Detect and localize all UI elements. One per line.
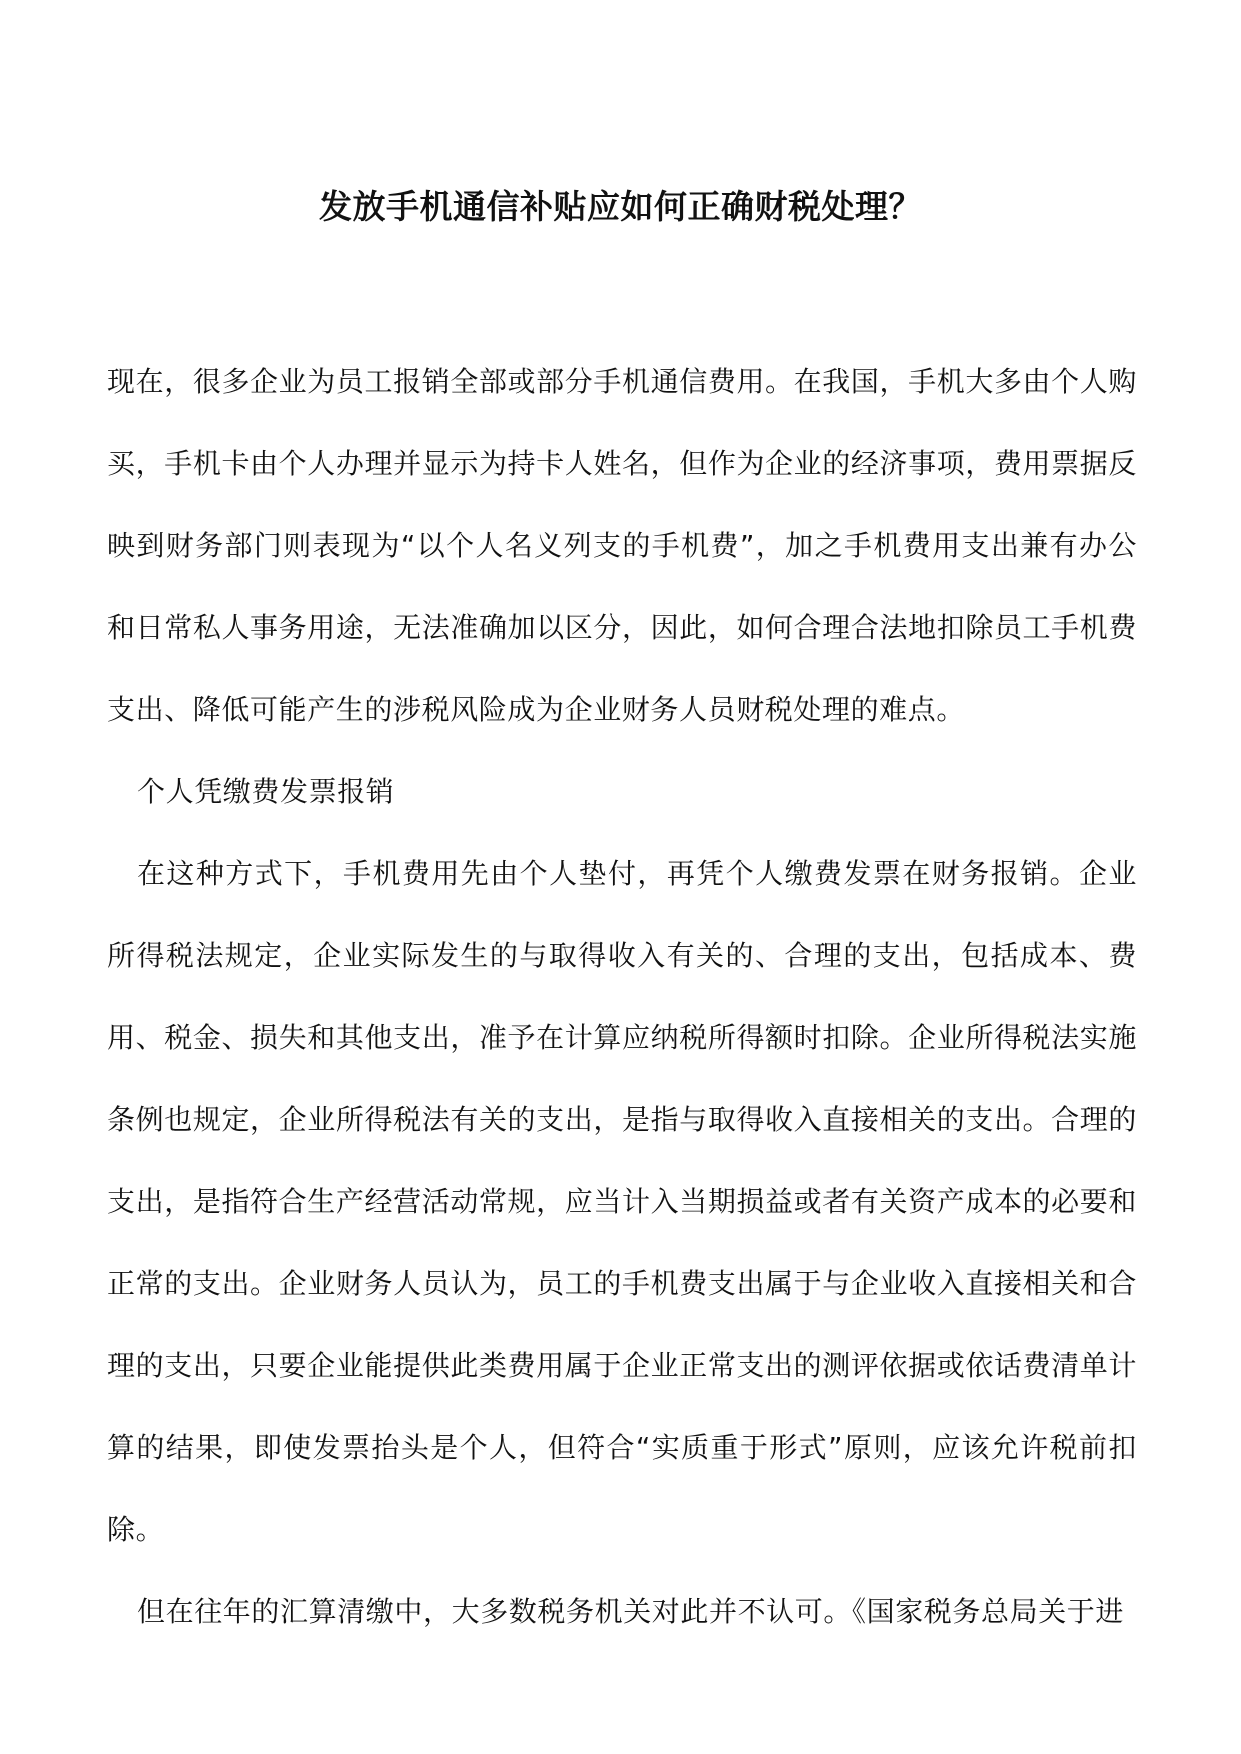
document-title: 发放手机通信补贴应如何正确财税处理？ bbox=[319, 187, 922, 227]
section-heading: 个人凭缴费发票报销 bbox=[137, 775, 395, 808]
paragraph-method: 在这种方式下，手机费用先由个人垫付，再凭个人缴费发票在财务报销。企业所得税法规定，企业实际发生的与取得收入有关的、合理的支出，包括成本、费用、税金、损失和其他支出，准予在计算应纳税所得额时扣除。企业所得税法实施条例也规定，企业所得税法有关的支出，是指与取得收入直接相关的支出。合理的支出，是指符合生产经营活动常规，应当计入当期损益或者有关资产成本的必要和正常的支出。企业财务人员认为，员工的手机费支出属于与企业收入直接相关和合理的支出，只要企业能提供此类费用属于企业正常支出的测评依据或依话费清单计算的结果，即使发票抬头是个人，但符合“实质重于形式”原则，应该允许税前扣除。 bbox=[107, 857, 1137, 1546]
paragraph-continued: 但在往年的汇算清缴中，大多数税务机关对此并不认可。《国家税务总局关于进 bbox=[137, 1595, 1125, 1628]
paragraph-intro: 现在，很多企业为员工报销全部或部分手机通信费用。在我国，手机大多由个人购买，手机卡由个人办理并显示为持卡人姓名，但作为企业的经济事项，费用票据反映到财务部门则表现为“以个人名义列支的手机费”，加之手机费用支出兼有办公和日常私人事务用途，无法准确加以区分，因此，如何合理合法地扣除员工手机费支出、降低可能产生的涉税风险成为企业财务人员财税处理的难点。 bbox=[107, 365, 1137, 726]
document-body bbox=[107, 341, 1137, 1653]
